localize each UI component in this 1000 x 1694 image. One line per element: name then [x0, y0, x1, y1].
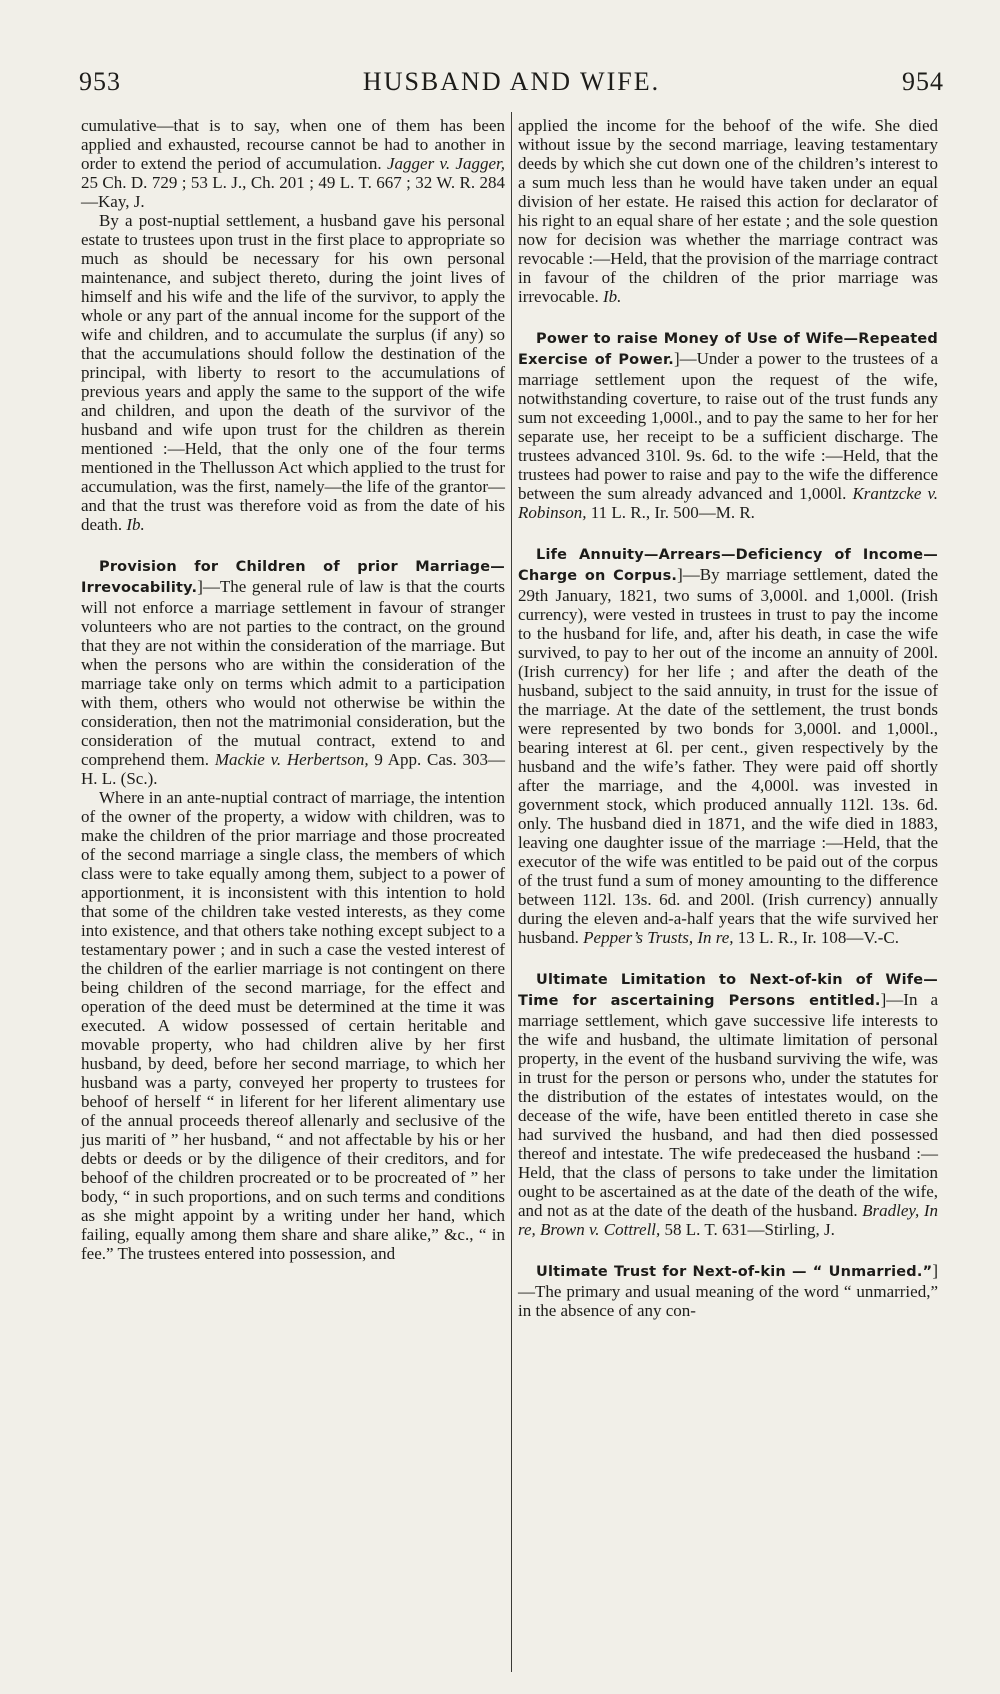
paragraph-text: ]—The primary and usual meaning of the word “ unmarried,” in the absence of any con-: [518, 1261, 938, 1320]
paragraph: [81, 116, 505, 211]
paragraph: [518, 116, 938, 306]
section-paragraph: [518, 544, 938, 947]
section-heading: Ultimate Limitation to Next-of-kin of Wife—Time for ascertaining Persons entitled.: [518, 972, 938, 1009]
column-divider: [511, 112, 512, 1672]
section-heading: Life Annuity—Arrears—Deficiency of Income—Charge on Corpus.: [518, 547, 938, 584]
section-paragraph: [81, 556, 505, 788]
running-header: [79, 67, 944, 104]
section-heading: Ultimate Trust for Next-of-kin — “ Unmarried.”: [536, 1264, 933, 1280]
section-heading: Provision for Children of prior Marriage—Irrevocability.: [81, 559, 505, 596]
paragraph-text: Where in an ante-nuptial contract of marriage, the intention of the owner of the property, a widow with children, was to make the children of the prior marriage and those procreated of the second marriage a single class, the members of which class were to take equally among them, subject to a power of apportionment, it is inconsistent with this intention to hold that some of the children take vested interests, as they come into existence, and that others take nothing except subject to a testamentary power ; and in such a case the vested interest of the children of the earlier marriage is not contingent on there being children of the second marriage, for the effect and operation of the deed must be determined at the time it was executed. A widow possessed of certain heritable and movable property, who had children alive by her first husband, by deed, before her second marriage, to which her husband was a party, conveyed her property to trustees for behoof of herself “ in liferent for her liferent alimentary use of the annual proceeds thereof allenarly and seclusive of the jus mariti of ” her husband, “ and not affectable by his or her debts or deeds or by the diligence of their creditors, and for behoof of the children procreated or to be procreated of ” her body, “ in such proportions, and on such terms and conditions as she might appoint by a writing under her hand, which failing, equally among them share and share alike,” &c., “ in fee.” The trustees entered into possession, and: [81, 788, 505, 1263]
report-citation: 25 Ch. D. 729 ; 53 L. J., Ch. 201 ; 49 L. T. 667 ; 32 W. R. 284—Kay, J.: [81, 173, 505, 211]
case-citation: Pepper’s Trusts, In re,: [583, 928, 734, 947]
report-citation: 9 App. Cas. 303—H. L. (Sc.).: [81, 750, 506, 788]
paragraph: [81, 788, 505, 1263]
case-citation: Bradley, In re, Brown v. Cottrell,: [518, 1201, 938, 1239]
case-citation: Jagger v. Jagger,: [387, 154, 505, 173]
page-number-left: 953: [79, 67, 121, 96]
paragraph-text: ]—The general rule of law is that the courts will not enforce a marriage settlement in favour of stranger volunteers who are not parties to the contract, on the ground that they are not within the consideration of the marriage. But when the persons who are within the consideration of the marriage take only on terms which admit to a participation with them, others who would not otherwise be within the consideration, then not the matrimonial consideration, but the consideration of the mutual contract, extend to and comprehend them.: [81, 577, 505, 769]
right-column: [518, 116, 938, 1320]
paragraph-text: ]—In a marriage settlement, which gave successive life interests to the wife and husband, the ultimate limitation of personal property, in the event of the husband surviving the wife, was in trust for the person or persons who, under the statutes for the distribution of the estates of intestates would, on the decease of the wife, have been entitled thereto in case she had survived the husband, and had then died possessed thereof and intestate. The wife predeceased the husband :—Held, that the class of persons to take under the limitation ought to be ascertained as at the date of the death of the wife, and not as at the date of the death of the husband.: [518, 990, 938, 1220]
section-paragraph: [518, 969, 938, 1239]
report-citation: 11 L. R., Ir. 500—M. R.: [586, 503, 755, 522]
page-title: HUSBAND AND WIFE.: [362, 67, 661, 96]
left-column: [81, 116, 505, 1263]
page-number-right: 954: [902, 67, 944, 96]
ibid-reference: Ib.: [126, 515, 145, 534]
case-citation: Krantzcke v. Robinson,: [518, 484, 939, 522]
paragraph: [81, 211, 505, 534]
ibid-reference: Ib.: [602, 287, 622, 306]
paragraph-text: By a post-nuptial settlement, a husband gave his personal estate to trustees upon trust in the first place to appropriate so much as should be necessary for his own personal maintenance, and subject thereto, during the joint lives of himself and his wife and the life of the survivor, to apply the whole or any part of the annual income for the support of the wife and children, and to accumulate the surplus (if any) so that the accumulations should follow the destination of the principal, with liberty to resort to the accumulations of previous years and apply the same to the support of the wife and children, and upon the death of the survivor of the husband and wife upon trust for the children as therein mentioned :—Held, that the only one of the four terms mentioned in the Thellusson Act which applied to the trust for accumulation, was the first, namely—the life of the grantor—and that the trust was therefore void as from the date of his death.: [81, 211, 505, 534]
paragraph-text: ]—By marriage settlement, dated the 29th January, 1821, two sums of 3,000l. and 1,000l. (Irish currency), were vested in trustees in trust to pay the income to the husband for life, and, after his death, in case the wife survived, to pay to her out of the income an annuity of 200l. (Irish currency) for her life ; and after the death of the husband, subject to the said annuity, in trust for the issue of the marriage. At the date of the settlement, the trust bonds were represented by two bonds for 3,000l. and 1,000l., bearing interest at 6l. per cent., given respectively by the husband and the wife’s father. They were paid off shortly after the marriage, and the 4,000l. was invested in government stock, which produced annually 112l. 13s. 6d. only. The husband died in 1871, and the wife died in 1883, leaving one daughter issue of the marriage :—Held, that the executor of the wife was entitled to be paid out of the corpus of the trust fund a sum of money amounting to the difference between 112l. 13s. 6d. and 200l. (Irish currency) annually during the eleven and-a-half years that the wife survived her husband.: [518, 565, 938, 947]
paragraph-text: applied the income for the behoof of the wife. She died without issue by the second marriage, leaving testamentary deeds by which she cut down one of the children’s interest to a sum much less than he would have taken under an equal division of her estate. He raised this action for declarator of his right to an equal share of her estate ; and the sole question now for decision was whether the marriage contract was revocable :—Held, that the provision of the marriage contract in favour of the children of the prior marriage was irrevocable.: [518, 116, 938, 306]
section-paragraph: [518, 328, 938, 522]
report-citation: 13 L. R., Ir. 108—V.-C.: [733, 928, 899, 947]
paragraph-text: cumulative—that is to say, when one of them has been applied and exhausted, recourse cannot be had to another in order to extend the period of accumulation.: [81, 116, 505, 173]
paragraph-text: ]—Under a power to the trustees of a marriage settlement upon the request of the wife, notwithstanding coverture, to raise out of the trust funds any sum not exceeding 1,000l., and to pay the same to her for her separate use, her receipt to be a sufficient discharge. The trustees advanced 310l. 9s. 6d. to the wife :—Held, that the trustees had power to raise and pay to the wife the difference between the sum already advanced and 1,000l.: [518, 349, 938, 503]
section-heading: Power to raise Money of Use of Wife—Repeated Exercise of Power.: [518, 331, 938, 368]
section-paragraph: [518, 1261, 938, 1320]
case-citation: Mackie v. Herbertson,: [214, 750, 369, 769]
report-citation: 58 L. T. 631—Stirling, J.: [660, 1220, 835, 1239]
